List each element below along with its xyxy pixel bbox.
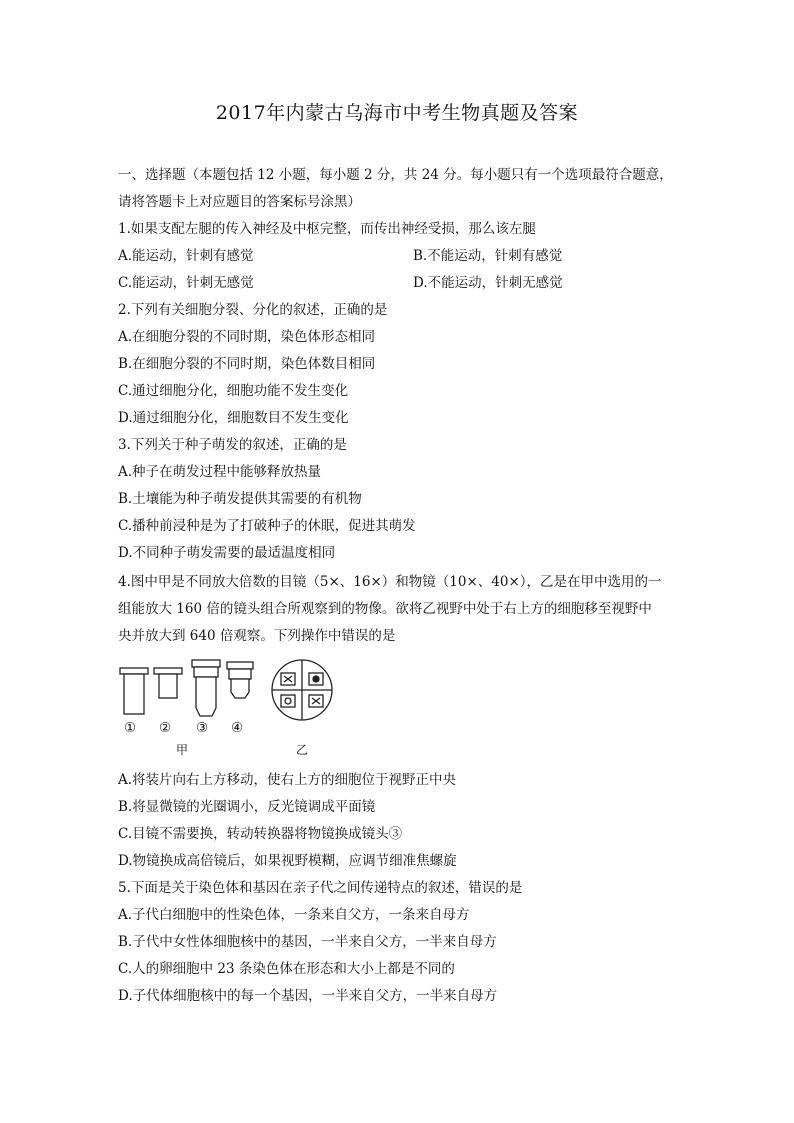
q3-option-a: A.种子在萌发过程中能够释放热量 — [118, 464, 322, 480]
q4-option-a: A.将装片向右上方移动，使右上方的细胞位于视野正中央 — [118, 772, 457, 788]
section-heading-line2: 请将答题卡上对应题目的答案标号涂黑） — [118, 194, 361, 210]
q1-option-d: D.不能运动，针刺无感觉 — [413, 275, 563, 291]
q4-option-c: C.目镜不需要换，转动转换器将物镜换成镜头③ — [118, 826, 403, 842]
figure-label-1: ① — [124, 720, 137, 736]
figure-label-4: ④ — [231, 720, 244, 736]
eyepiece-long-icon — [120, 668, 148, 714]
q3-stem: 3.下列关于种子萌发的叙述，正确的是 — [118, 437, 347, 453]
q5-option-b: B.子代中女性体细胞核中的基因，一半来自父方，一半来自母方 — [118, 934, 497, 950]
q4-stem-line1: 4.图中甲是不同放大倍数的目镜（5×、16×）和物镜（10×、40×），乙是在甲中选用的一 — [118, 574, 662, 590]
q4-option-b: B.将显微镜的光圈调小，反光镜调成平面镜 — [118, 799, 376, 815]
q1-option-b: B.不能运动，针刺有感觉 — [413, 248, 563, 264]
field-of-view-icon — [272, 660, 332, 720]
q2-option-c: C.通过细胞分化，细胞功能不发生变化 — [118, 383, 349, 399]
q3-option-d: D.不同种子萌发需要的最适温度相同 — [118, 545, 336, 561]
q4-stem-line2: 组能放大 160 倍的镜头组合所观察到的物像。欲将乙视野中处于右上方的细胞移至视野中 — [118, 601, 652, 617]
section-heading-line1: 一、选择题（本题包括 12 小题，每小题 2 分，共 24 分。每小题只有一个选项最符合题意， — [118, 167, 673, 183]
figure-caption-jia: 甲 — [176, 743, 189, 757]
document-title: 2017年内蒙古乌海市中考生物真题及答案 — [215, 102, 579, 124]
q3-option-b: B.土壤能为种子萌发提供其需要的有机物 — [118, 491, 362, 507]
q2-option-a: A.在细胞分裂的不同时期，染色体形态相同 — [118, 329, 376, 345]
objective-long-icon — [192, 660, 220, 716]
q5-option-c: C.人的卵细胞中 23 条染色体在形态和大小上都是不同的 — [118, 961, 455, 977]
microscope-lens-figure — [112, 658, 352, 758]
q1-option-a: A.能运动，针刺有感觉 — [118, 248, 254, 264]
eyepiece-short-icon — [154, 668, 182, 698]
q1-stem: 1.如果支配左腿的传入神经及中枢完整，而传出神经受损，那么该左腿 — [118, 221, 536, 237]
q5-stem: 5.下面是关于染色体和基因在亲子代之间传递特点的叙述，错误的是 — [118, 880, 523, 896]
figure-label-2: ② — [159, 720, 172, 736]
q5-option-a: A.子代白细胞中的性染色体，一条来自父方，一条来自母方 — [118, 907, 470, 923]
q2-option-d: D.通过细胞分化，细胞数目不发生变化 — [118, 410, 349, 426]
q1-option-c: C.能运动，针刺无感觉 — [118, 275, 254, 291]
q2-stem: 2.下列有关细胞分裂、分化的叙述，正确的是 — [118, 302, 388, 318]
q2-option-b: B.在细胞分裂的不同时期，染色体数目相同 — [118, 356, 376, 372]
figure-caption-yi: 乙 — [296, 743, 309, 757]
q5-option-d: D.子代体细胞核中的每一个基因，一半来自父方，一半来自母方 — [118, 988, 498, 1004]
objective-short-icon — [227, 662, 253, 698]
q4-option-d: D.物镜换成高倍镜后，如果视野模糊，应调节细准焦螺旋 — [118, 853, 457, 869]
q3-option-c: C.播种前浸种是为了打破种子的休眠，促进其萌发 — [118, 518, 416, 534]
figure-label-3: ③ — [196, 720, 209, 736]
q4-stem-line3: 央并放大到 640 倍观察。下列操作中错误的是 — [118, 628, 396, 644]
